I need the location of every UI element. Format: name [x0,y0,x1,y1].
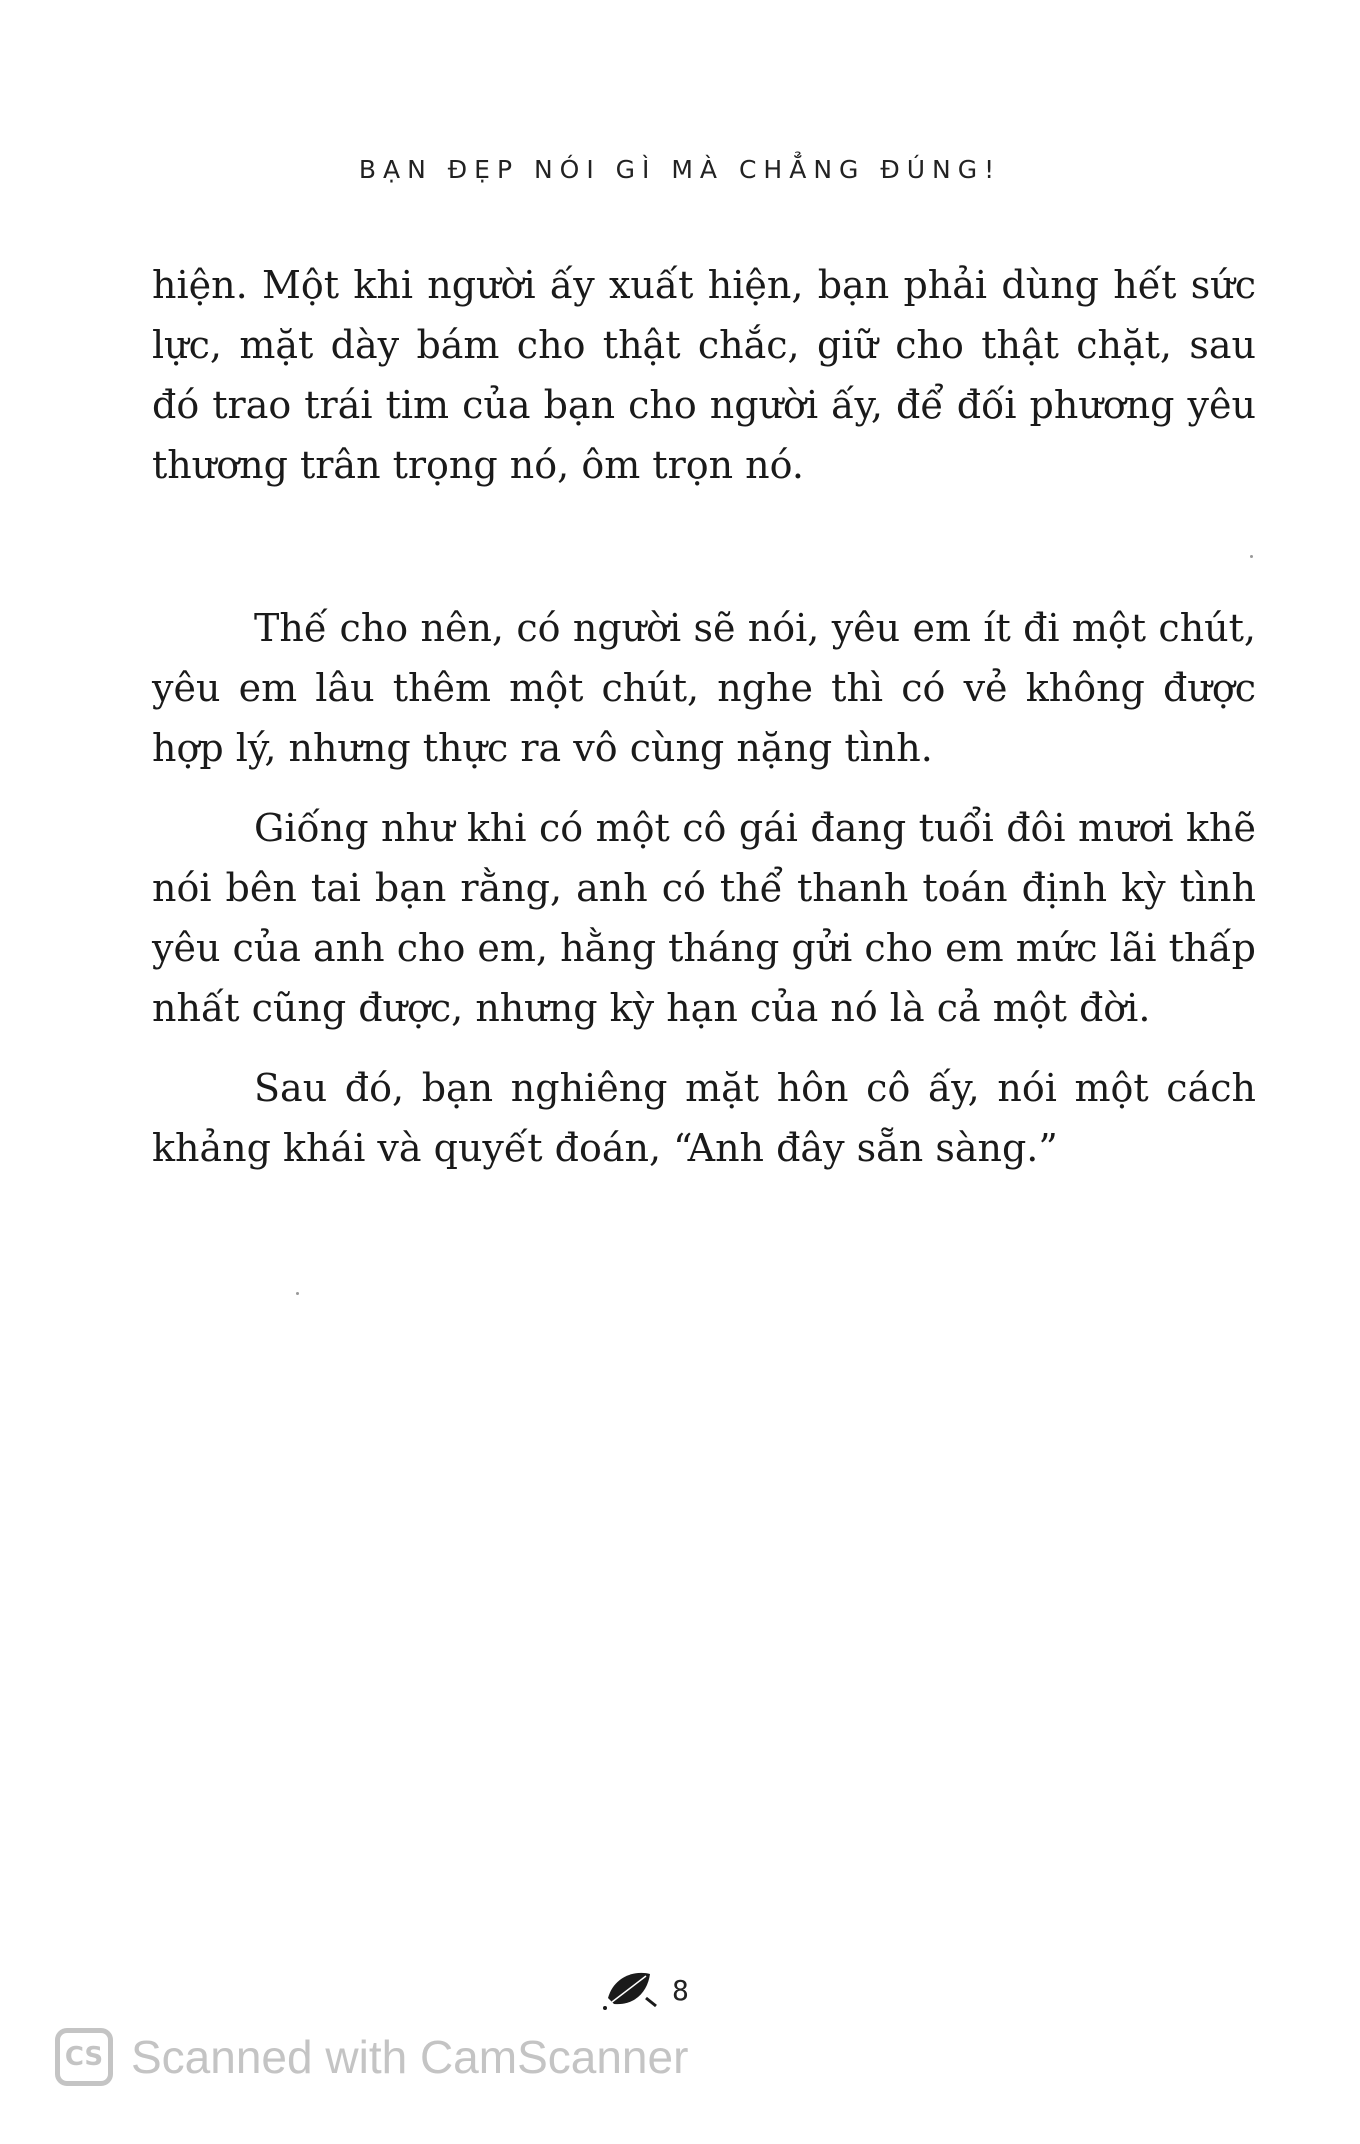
page-footer [602,1968,689,2012]
leaf-icon [602,1968,658,2012]
paragraph: Sau đó, bạn nghiêng mặt hôn cô ấy, nói một cách khảng khái và quyết đoán, “Anh đây sẵn sàng.” [152,1066,1256,1170]
watermark-text: Scanned with CamScanner [131,2031,689,2083]
scan-speck [1250,555,1253,558]
paragraph: Thế cho nên, có người sẽ nói, yêu em ít đi một chút, yêu em lâu thêm một chút, nghe thì có vẻ không được hợp lý, nhưng thực ra vô cùng nặng tình. [152,606,1256,770]
paragraph: Giống như khi có một cô gái đang tuổi đôi mươi khẽ nói bên tai bạn rằng, anh có thể thanh toán định kỳ tình yêu của anh cho em, hằng tháng gửi cho em mức lãi thấp nhất cũng được, nhưng kỳ hạn của nó là cả một đời. [152,806,1256,1030]
scan-speck [296,1292,299,1295]
running-header: BẠN ĐẸP NÓI GÌ MÀ CHẲNG ĐÚNG! [358,155,1002,184]
camscanner-logo: CS [55,2028,113,2086]
scanner-watermark [55,2028,688,2086]
paragraph-continuation: hiện. Một khi người ấy xuất hiện, bạn phải dùng hết sức lực, mặt dày bám cho thật chắc, giữ cho thật chặt, sau đó trao trái tim của bạn cho người ấy, để đối phương yêu thương trân trọng nó, ôm trọn nó. [152,263,1256,487]
page-number: 8 [672,1973,689,2007]
